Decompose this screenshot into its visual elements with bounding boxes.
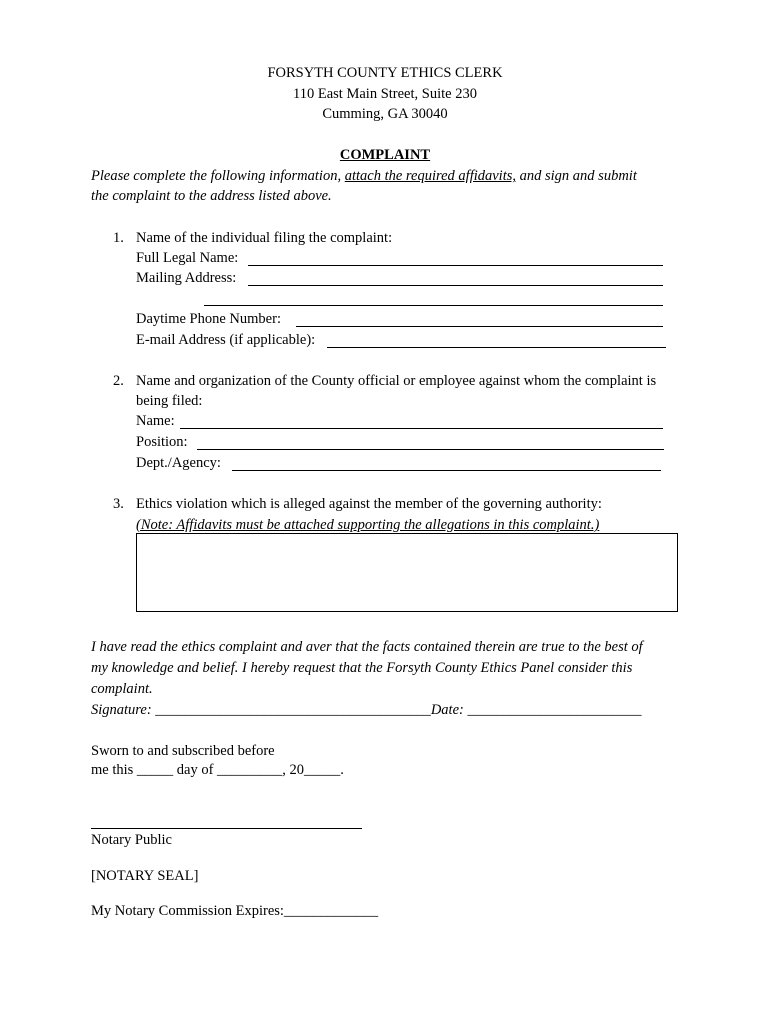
section-1-heading: Name of the individual filing the complaint:	[136, 230, 393, 246]
notary-signature-line[interactable]	[91, 828, 362, 829]
clerk-title: FORSYTH COUNTY ETHICS CLERK	[267, 65, 503, 81]
email-field[interactable]	[327, 347, 666, 348]
section-2-heading-2: being filed:	[136, 393, 203, 409]
full-legal-name-field[interactable]	[248, 265, 663, 266]
mailing-address-field-1[interactable]	[248, 285, 663, 286]
instructions-part-1: Please complete the following information,	[91, 168, 345, 184]
affirmation-line-3: complaint.	[91, 681, 153, 697]
affirmation-line-2: my knowledge and belief. I hereby request that the Forsyth County Ethics Panel consider this	[91, 660, 633, 676]
affidavits-link: attach the required affidavits,	[344, 168, 517, 184]
signature-field[interactable]: Signature: ______________________________________	[91, 702, 431, 718]
affidavit-note: (Note: Affidavits must be attached supporting the allegations in this complaint.)	[136, 517, 600, 533]
dept-agency-field[interactable]	[232, 470, 661, 471]
dept-agency-label: Dept./Agency:	[136, 455, 221, 471]
instructions-part-2: and sign and submit	[516, 168, 637, 184]
mailing-address-field-2[interactable]	[204, 305, 663, 306]
instructions-line-1	[91, 166, 637, 186]
section-2-number: 2.	[113, 373, 124, 389]
full-legal-name-label: Full Legal Name:	[136, 250, 239, 266]
sworn-line-2[interactable]: me this _____ day of _________, 20_____.	[91, 762, 344, 778]
section-3-number: 3.	[113, 496, 124, 512]
daytime-phone-label: Daytime Phone Number:	[136, 311, 281, 327]
section-3-heading: Ethics violation which is alleged against the member of the governing authority:	[136, 496, 602, 512]
instructions-line-2: the complaint to the address listed above.	[91, 188, 332, 204]
section-1-number: 1.	[113, 230, 124, 246]
clerk-address-street: 110 East Main Street, Suite 230	[293, 86, 477, 102]
position-field[interactable]	[197, 449, 664, 450]
email-label: E-mail Address (if applicable):	[136, 332, 316, 348]
notary-seal-label: [NOTARY SEAL]	[91, 868, 199, 884]
violation-description-box[interactable]	[136, 533, 678, 612]
daytime-phone-field[interactable]	[296, 326, 663, 327]
section-2-heading-1: Name and organization of the County official or employee against whom the complaint is	[136, 373, 657, 389]
notary-public-label: Notary Public	[91, 832, 172, 848]
date-field[interactable]: Date: ________________________	[430, 702, 642, 718]
position-label: Position:	[136, 434, 188, 450]
official-name-label: Name:	[136, 413, 175, 429]
affirmation-line-1: I have read the ethics complaint and aver that the facts contained therein are true to the best of	[91, 639, 643, 655]
clerk-address-city: Cumming, GA 30040	[322, 106, 448, 122]
sworn-line-1: Sworn to and subscribed before	[91, 743, 275, 759]
page-title: COMPLAINT	[339, 147, 431, 163]
notary-commission-expires[interactable]: My Notary Commission Expires:_____________	[91, 903, 379, 919]
signature-line[interactable]	[91, 700, 641, 720]
mailing-address-label: Mailing Address:	[136, 270, 237, 286]
official-name-field[interactable]	[180, 428, 663, 429]
